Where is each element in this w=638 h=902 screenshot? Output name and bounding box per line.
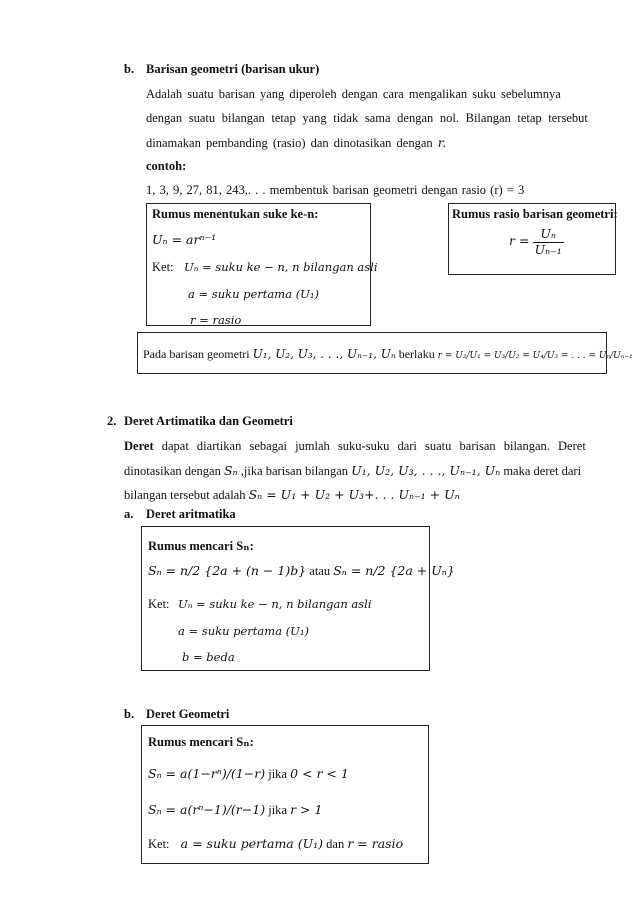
paragraph-text: maka deret dari xyxy=(503,464,582,478)
box-title: Rumus mencari Sₙ: xyxy=(148,539,254,553)
sub-a-marker: a. xyxy=(124,507,134,521)
ratio-chain-line xyxy=(143,347,633,362)
paragraph-text: dinotasikan dengan xyxy=(124,464,221,478)
arithmetic-formula-2: Sₙ = n/2 {2a + Uₙ} xyxy=(333,563,455,578)
arithmetic-formula-1: Sₙ = n/2 {2a + (n − 1)b} xyxy=(148,563,307,578)
sn-symbol: Sₙ xyxy=(223,463,238,478)
series-sum-formula: Sₙ = U₁ + U₂ + U₃+. . . Uₙ₋₁ + Uₙ xyxy=(248,487,460,502)
ket-row xyxy=(148,836,403,852)
box-title: Rumus rasio barisan geometri: xyxy=(452,207,618,221)
geometric-formula-1: Sₙ = a(1−rⁿ)/(1−r) xyxy=(148,766,266,781)
ket-item: r = rasio xyxy=(190,313,242,327)
deret-term: Deret xyxy=(124,439,154,453)
nth-term-formula: Uₙ = arⁿ⁻¹ xyxy=(152,232,217,247)
section-2-marker: 2. xyxy=(107,414,117,428)
geometric-formula-2: Sₙ = a(rⁿ−1)/(r−1) xyxy=(148,802,266,817)
ket-item: a = suku pertama (U₁) xyxy=(178,624,309,638)
ket-item: a = suku pertama (U₁) xyxy=(188,287,319,301)
box-title: Rumus menentukan suke ke-n: xyxy=(152,207,319,221)
atau-word: atau xyxy=(309,564,331,578)
sub-b-marker: b. xyxy=(124,707,135,721)
section-2-title: Deret Artimatika dan Geometri xyxy=(124,414,293,428)
ket-item: r = rasio xyxy=(347,836,404,851)
paragraph-text: dinamakan pembanding (rasio) dan dinotasikan dengan xyxy=(146,136,433,150)
ratio-chain-berlaku: berlaku xyxy=(398,347,435,361)
paragraph-line xyxy=(124,439,586,454)
ratio-chain-terms: U₁, U₂, U₃, . . ., Uₙ₋₁, Uₙ xyxy=(252,347,396,361)
sub-b-title: Deret Geometri xyxy=(146,707,230,721)
paragraph-text: dapat diartikan sebagai jumlah suku-suku dari suatu barisan bilangan. Deret xyxy=(161,439,586,453)
term-list: U₁, U₂, U₃, . . ., Uₙ₋₁, Uₙ xyxy=(351,463,501,478)
condition-2: r > 1 xyxy=(290,802,323,817)
geometric-formula-row xyxy=(148,766,349,782)
box-title: Rumus mencari Sₙ: xyxy=(148,735,254,749)
ket-item: Uₙ = suku ke − n, n bilangan asli xyxy=(178,597,372,611)
paragraph-line xyxy=(124,487,460,503)
paragraph-line xyxy=(124,463,581,479)
condition-word: jika xyxy=(268,767,287,781)
ratio-denominator: Uₙ₋₁ xyxy=(534,241,562,257)
section-b-marker: b. xyxy=(124,62,135,76)
ratio-chain-formula: r = U₂/U₁ = U₃/U₂ = U₄/U₃ = . . . = Uₙ/Uₙ₋₁ xyxy=(437,351,633,361)
ket-label: Ket: xyxy=(148,837,170,851)
section-b-title: Barisan geometri (barisan ukur) xyxy=(146,62,320,76)
ket-item: Uₙ = suku ke − n, n bilangan asli xyxy=(184,260,378,274)
sub-a-title: Deret aritmatika xyxy=(146,507,236,521)
ket-label: Ket: xyxy=(152,260,174,274)
paragraph-line: dengan suatu bilangan tetap yang tidak sama dengan nol. Bilangan tetap tersebut xyxy=(146,111,588,125)
ratio-fraction xyxy=(533,228,564,256)
ratio-variable: r. xyxy=(437,135,447,150)
ket-item: a = suku pertama (U₁) xyxy=(180,836,324,851)
ket-dan: dan xyxy=(326,837,345,851)
paragraph-text: ,jika barisan bilangan xyxy=(240,464,349,478)
arithmetic-sum-formulas xyxy=(148,563,455,579)
ratio-formula xyxy=(509,228,564,256)
condition-1: 0 < r < 1 xyxy=(290,766,349,781)
ket-item: b = beda xyxy=(182,650,235,664)
paragraph-line: Adalah suatu barisan yang diperoleh dengan cara mengalikan suku sebelumnya xyxy=(146,87,561,101)
example-text: 1, 3, 9, 27, 81, 243,. . . membentuk barisan geometri dengan rasio (r) = 3 xyxy=(146,183,525,197)
geometric-formula-row xyxy=(148,802,322,818)
ratio-chain-intro: Pada barisan geometri xyxy=(143,347,250,361)
ratio-numerator: Uₙ xyxy=(533,228,564,243)
ket-label: Ket: xyxy=(148,597,170,611)
condition-word: jika xyxy=(268,803,287,817)
ratio-lhs: r = xyxy=(509,232,530,248)
paragraph-text: bilangan tersebut adalah xyxy=(124,488,246,502)
paragraph-line xyxy=(146,135,446,151)
example-label: contoh: xyxy=(146,159,187,173)
